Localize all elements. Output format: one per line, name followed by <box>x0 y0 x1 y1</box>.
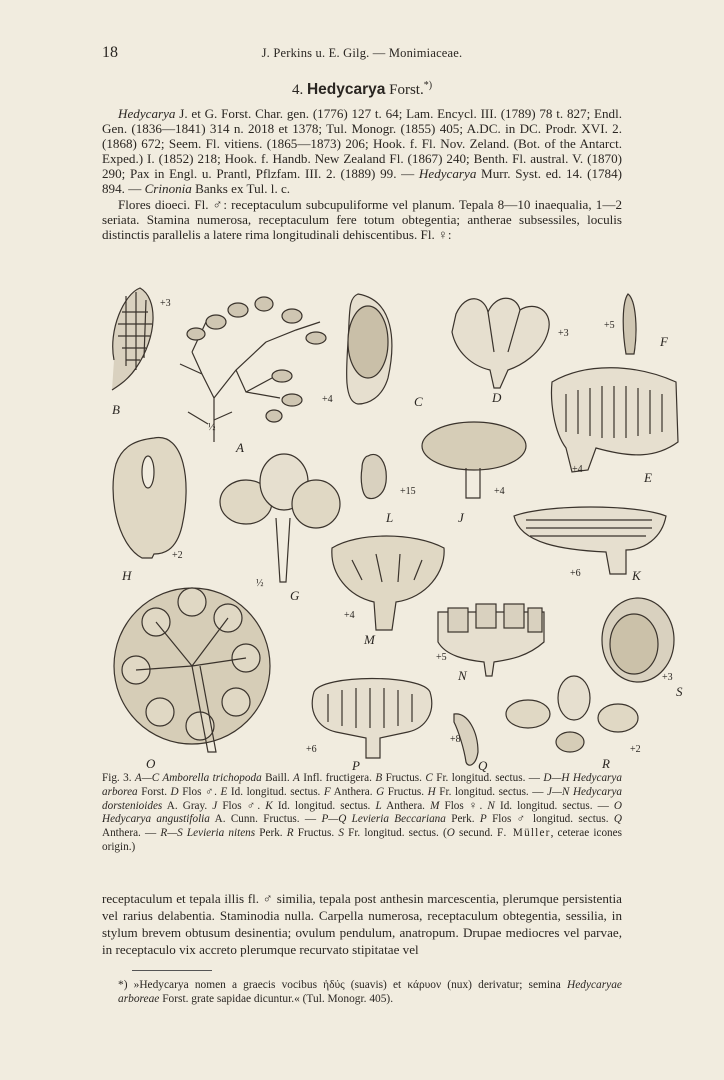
drawing-h-section <box>113 438 186 558</box>
drawing-a-infructescence <box>180 297 326 442</box>
drawing-r-fruit <box>506 676 638 752</box>
caption-run: Forst. <box>137 785 171 798</box>
caption-run: Fr. longitud. sectus. — <box>432 772 544 784</box>
caption-run: P—Q Levieria Beccariana <box>321 813 446 826</box>
figure-drawings <box>96 282 686 774</box>
caption-run: A. Gray. <box>162 799 213 812</box>
caption-run: S <box>338 827 344 840</box>
drawing-l-anther <box>361 454 386 498</box>
caption-run: M <box>430 799 440 812</box>
mag-j: +4 <box>494 486 505 497</box>
caption-run: Fructus. <box>293 827 339 840</box>
synonymy-run: Crinonia <box>144 181 192 197</box>
mag-r: +2 <box>630 744 641 755</box>
caption-run: D—H Hedycarya arborea <box>102 772 622 798</box>
footnote-run: Forst. grate sapidae dicuntur.« (Tul. Monogr. 405). <box>159 993 394 1006</box>
footnote-text <box>102 978 622 1006</box>
caption-run: Fr. longitud. sectus. ( <box>343 827 447 840</box>
caption-run: , ceterae icones origin.) <box>102 827 622 853</box>
caption-run: Flos ♂. <box>178 785 221 798</box>
caption-run: E <box>220 785 228 798</box>
drawing-k-section <box>514 507 666 574</box>
figure-caption <box>102 772 622 855</box>
caption-run: Fig. 3. <box>102 772 135 784</box>
caption-run: Perk. <box>255 827 287 840</box>
figure-label-r: R <box>602 756 610 771</box>
caption-run: O <box>446 827 455 840</box>
caption-run: Id. longitud. sectus. <box>272 799 376 812</box>
synonymy-run: Banks ex Tul. l. c. <box>191 181 291 197</box>
caption-run: H <box>427 785 436 798</box>
synonymy-run: Hedycarya <box>118 106 176 121</box>
figure-label-h: H <box>122 568 132 583</box>
caption-run: secund. <box>454 827 498 840</box>
botanical-figure <box>96 282 686 774</box>
mag-m: +4 <box>344 610 355 621</box>
figure-label-j: J <box>458 510 464 525</box>
mag-f: +5 <box>604 320 615 331</box>
drawing-o-fruit <box>114 588 270 752</box>
page-header <box>0 44 724 64</box>
caption-run: K <box>265 799 273 812</box>
description-paragraph: Flores dioeci. Fl. ♂: receptaculum subcupuliforme vel planum. Tepala 8—10 inaequalia, 1—2 seriata. Stamina numerosa, receptaculum fere totum obtegentia; antherae subsessiles, loculis distinctis parallelis a latere rima longitudinali dehiscentibus. Fl. ♀: <box>102 196 622 242</box>
figure-label-p: P <box>352 758 360 773</box>
caption-run: Anthera. <box>381 799 431 812</box>
footnote-run: Hedycaryae arboreae <box>118 979 622 1006</box>
figure-label-g: G <box>290 588 300 603</box>
footnote <box>102 978 622 1006</box>
mag-k: +6 <box>570 568 581 579</box>
caption-run: J—N Hedycarya dorstenioides <box>102 785 623 812</box>
caption-run: C <box>425 772 433 784</box>
mag-a: ½ <box>208 422 216 433</box>
caption-run: D <box>170 785 179 798</box>
caption-run: R—S Levieria nitens <box>160 827 256 840</box>
figure-label-a: A <box>236 440 244 455</box>
synonymy-run: Hedycarya <box>418 166 477 182</box>
caption-run: Perk. <box>445 813 480 826</box>
drawing-c-section <box>347 294 392 404</box>
mag-s: +3 <box>662 672 673 683</box>
caption-run: Id. longitud. sectus. — <box>494 799 614 812</box>
figure-label-b: B <box>112 402 120 417</box>
caption-run: Fructus. <box>384 785 428 798</box>
drawing-b-fruit <box>112 288 153 390</box>
synonymy-block <box>102 106 622 242</box>
drawing-d-flower <box>452 298 549 388</box>
mag-b: +3 <box>160 298 171 309</box>
figure-label-o: O <box>146 756 156 771</box>
caption-run: F <box>323 785 331 798</box>
figure-label-c: C <box>414 394 423 409</box>
section-heading <box>0 80 724 99</box>
caption-run: R <box>286 827 294 840</box>
running-head: J. Perkins u. E. Gilg. — Monimiaceae. <box>261 46 463 60</box>
caption-run: Infl. fructigera. <box>299 772 376 784</box>
caption-run: Baill. <box>261 772 294 784</box>
mag-e: +4 <box>572 464 583 475</box>
caption-run: A. Cunn. Fructus. — <box>209 813 322 826</box>
caption-run: A—C Amborella trichopoda <box>134 772 262 784</box>
genus-author: Forst. <box>389 82 424 98</box>
drawing-n-section <box>438 604 544 676</box>
drawing-e-section <box>552 368 678 472</box>
synonymy-paragraph <box>102 106 622 197</box>
body-paragraph: receptaculum et tepala illis fl. ♂ similia, tepala post anthesin marcescentia, plerumque persistentia vel rarius delabentia. Staminodia nulla. Carpella numerosa, receptaculum obtegentia, sessilia, in stylum brevem obtusum desinentia; ovulum pendulum, anatropum. Drupae mediocres vel parvae, in receptaculo vix accreto plerumque recurvato stipitatae vel <box>102 891 622 957</box>
caption-run: Fr. longitud. sectus. — <box>435 785 548 798</box>
footnote-mark: *) <box>423 80 433 91</box>
figure-label-q: Q <box>478 758 488 773</box>
mag-c: +4 <box>322 394 333 405</box>
drawing-g-fruit <box>220 454 340 582</box>
mag-n: +5 <box>436 652 447 663</box>
caption-run: F. Müller <box>497 827 551 840</box>
figure-label-e: E <box>644 470 652 485</box>
drawing-f-anther <box>623 294 636 354</box>
genus-name: Hedycarya <box>306 81 386 98</box>
mag-l: +15 <box>400 486 416 497</box>
mag-d: +3 <box>558 328 569 339</box>
figure-label-k: K <box>632 568 641 583</box>
caption-run: N <box>487 799 495 812</box>
caption-run: A <box>293 772 300 784</box>
mag-h: +2 <box>172 550 183 561</box>
mag-p: +6 <box>306 744 317 755</box>
mag-q: +8 <box>450 734 461 745</box>
mag-g: ½ <box>256 578 264 589</box>
footnote-rule <box>132 970 212 971</box>
section-number: 4. <box>291 82 304 98</box>
caption-run: Flos ♂ longitud. sectus. <box>486 813 614 826</box>
figure-label-n: N <box>458 668 467 683</box>
footnote-run: *) »Hedycarya nomen a graecis vocibus ἡδύς (suavis) et κάρυον (nux) derivatur; semina <box>118 979 567 991</box>
figure-label-l: L <box>386 510 394 525</box>
figure-label-m: M <box>364 632 375 647</box>
caption-run: O Hedycarya angustifolia <box>102 799 622 826</box>
caption-run: Fructus. <box>382 772 426 784</box>
caption-run: J <box>212 799 218 812</box>
drawing-s-section <box>602 598 674 682</box>
page-number: 18 <box>102 44 118 61</box>
figure-label-s: S <box>676 684 683 699</box>
caption-run: Q <box>613 813 622 826</box>
synonymy-run: J. et G. Forst. Char. gen. (1776) 127 t. 64; Lam. Encycl. III. (1789) 78 t. 827; Endl. Gen. (1836—1841) 314 n. 2018 et 1378; Tul. Monogr. (1855) 405; A.DC. in DC. Prodr. XVI. 2. (1868) 672; Seem. Fl. vitiens. (1865—1873) 206; Hook. f. Fl. Nov. Zeland. (Bot. of the Antarct. Exped.) I. (1852) 218; Hook. f. Handb. New Zealand Fl. (1867) 240; Benth. Fl. austral. V. (1870) 290; Pax in Engl. u. Prantl, Pflzfam. III. 2. (1889) 99. — <box>102 106 622 182</box>
caption-run: B <box>375 772 383 784</box>
caption-run: Id. longitud. sectus. <box>227 785 324 798</box>
caption-run: Flos ♀. <box>439 799 488 812</box>
drawing-j-flower <box>422 422 526 498</box>
caption-run: Flos ♂. <box>217 799 266 812</box>
figure-label-d: D <box>492 390 502 405</box>
synonymy-run: Murr. Syst. ed. 14. (1784) 894. — <box>102 166 622 197</box>
caption-run: Anthera. <box>330 785 377 798</box>
figure-label-f: F <box>660 334 668 349</box>
caption-run: L <box>375 799 382 812</box>
caption-run: Anthera. — <box>102 827 161 840</box>
caption-run: G <box>376 785 385 798</box>
caption-run: P <box>479 813 487 826</box>
drawing-p-section <box>312 679 431 759</box>
